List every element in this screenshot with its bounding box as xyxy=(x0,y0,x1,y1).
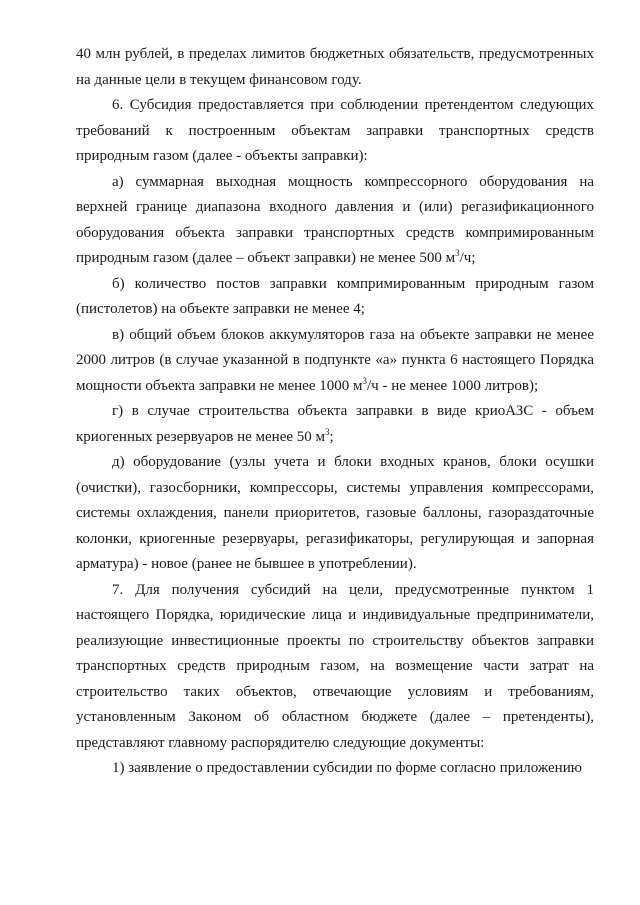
paragraph-6g-tail: ; xyxy=(329,428,334,445)
paragraph-6v-tail: /ч - не менее 1000 литров); xyxy=(366,377,539,394)
paragraph-6d-new-equipment: д) оборудование (узлы учета и блоки входных кранов, блоки осушки (очистки), газосборники, компрессоры, системы управления компрессорами, системы охлаждения, панели приоритетов, газовые баллоны, газораздаточные колонки, криогенные резервуары, регазификаторы, регулирующая и запорная арматура) - новое (ранее не бывшее в употреблении). xyxy=(76,454,594,572)
cubic-superscript: 3 xyxy=(455,248,460,258)
paragraph-6v-accumulator-volume xyxy=(76,323,594,400)
paragraph-6a-text: а) суммарная выходная мощность компрессорного оборудования на верхней границе диапазона входного давления и (или) регазификационного оборудования объекта заправки транспортных средств компримированным природным газом (далее – объект заправки) не менее 500 м xyxy=(76,173,594,266)
paragraph-budget-continuation: 40 млн рублей, в пределах лимитов бюджетных обязательств, предусмотренных на данные цели в текущем финансовом году. xyxy=(76,46,594,88)
paragraph-6b-fueling-posts: б) количество постов заправки компримированным природным газом (пистолетов) на объекте заправки не менее 4; xyxy=(76,275,594,317)
cubic-superscript: 3 xyxy=(362,375,367,386)
paragraph-7-item-1-application: 1) заявление о предоставлении субсидии по форме согласно приложению xyxy=(112,760,582,776)
paragraph-6a-tail: /ч; xyxy=(459,250,476,266)
document-page xyxy=(76,42,594,782)
paragraph-6v-text: в) общий объем блоков аккумуляторов газа на объекте заправки не менее 2000 литров (в случае указанной в подпункте «а» пункта 6 настоящего Порядка мощности объекта заправки не менее 1000 м xyxy=(76,326,594,394)
cubic-superscript: 3 xyxy=(325,426,330,437)
paragraph-7-documents: 7. Для получения субсидий на цели, предусмотренные пунктом 1 настоящего Порядка, юридические лица и индивидуальные предприниматели, реализующие инвестиционные проекты по строительству объектов заправки транспортных средств природным газом, на возмещение части затрат на строительство таких объектов, отвечающие условиям и требованиям, установленным Законом об областном бюджете (далее – претенденты), представляют главному распорядителю следующие документы: xyxy=(76,581,594,751)
paragraph-6-requirements: 6. Субсидия предоставляется при соблюдении претендентом следующих требований к построенным объектам заправки транспортных средств природным газом (далее - объекты заправки): xyxy=(76,97,594,164)
paragraph-6g-cryogenic-tanks xyxy=(76,399,594,450)
paragraph-6g-text: г) в случае строительства объекта заправки в виде криоАЗС - объем криогенных резервуаров не менее 50 м xyxy=(76,403,594,445)
paragraph-6a-compressor-capacity xyxy=(76,170,594,272)
